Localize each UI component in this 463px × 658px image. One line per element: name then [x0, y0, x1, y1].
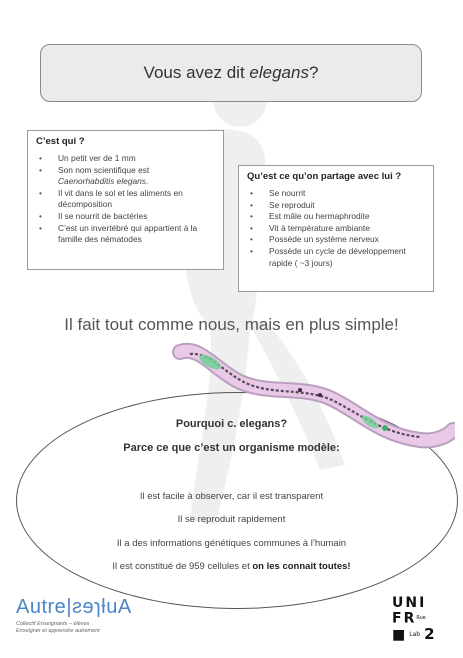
shared-item: • Se reproduit	[247, 200, 425, 212]
unifr-lab: Lab	[409, 631, 421, 638]
who-item: • C’est un invertébré qui appartient à la famille des nématodes	[36, 223, 215, 246]
who-list	[36, 153, 215, 246]
who-item: • Il vit dans le sol et les aliments en décomposition	[36, 188, 215, 211]
unifr-row2-small: Rue	[416, 615, 426, 621]
why-question: Pourquoi c. elegans?	[175, 418, 288, 430]
title-box	[40, 44, 422, 102]
who-item: • Son nom scientifique est Caenorhabditis elegans.	[36, 165, 215, 188]
shared-list	[247, 188, 425, 269]
who-heading: C’est qui ?	[36, 136, 85, 147]
why-answer: Parce ce que c’est un organisme modèle:	[123, 442, 340, 454]
unifr-row2: FR	[392, 610, 417, 627]
worm-illustration	[170, 340, 455, 455]
logo-subtitle-2: Enseigner et apprendre autrement	[16, 628, 100, 634]
logo-part2: ƨɘɿƚuA	[72, 596, 132, 618]
autrement-logo: Autre|ƨɘɿƚuA Collectif Enseignants – élèves Enseigner et apprendre autrement	[16, 596, 132, 634]
who-card	[27, 130, 224, 270]
shared-item: • Est mâle ou hermaphrodite	[247, 211, 425, 223]
title-prefix: Vous avez dit	[143, 63, 245, 82]
fact-transparent: Il est facile à observer, car il est transparent	[139, 491, 324, 502]
fact-genetics: Il a des informations génétiques communes à l’humain	[116, 538, 347, 549]
title-italic: elegans	[249, 63, 309, 82]
fact-cells: Il est constitué de 959 cellules et on les connait toutes!	[112, 561, 351, 572]
shared-card	[238, 165, 434, 292]
shared-item: • Possède un cycle de développement rapide ( ~3 jours)	[247, 246, 425, 269]
shared-item: • Se nourrit	[247, 188, 425, 200]
logo-part1: Autre	[16, 596, 67, 618]
logo-subtitle-1: Collectif Enseignants – élèves	[16, 621, 90, 627]
unifr-number: 2	[424, 624, 437, 643]
shared-heading: Qu’est ce qu’on partage avec lui ?	[247, 171, 402, 182]
unifr-row1: UNI	[392, 595, 427, 611]
unifr-logo: UNI FRRue ■ Lab 2	[392, 596, 452, 646]
shared-item: • Possède un système nerveux	[247, 234, 425, 246]
shared-item: • Vit à température ambiante	[247, 223, 425, 235]
tagline: Il fait tout comme nous, mais en plus simple!	[64, 315, 399, 334]
title-suffix: ?	[308, 63, 319, 82]
fact-reproduction: Il se reproduit rapidement	[177, 514, 286, 525]
who-item: • Un petit ver de 1 mm	[36, 153, 215, 165]
who-item: • Il se nourrit de bactéries	[36, 211, 215, 223]
